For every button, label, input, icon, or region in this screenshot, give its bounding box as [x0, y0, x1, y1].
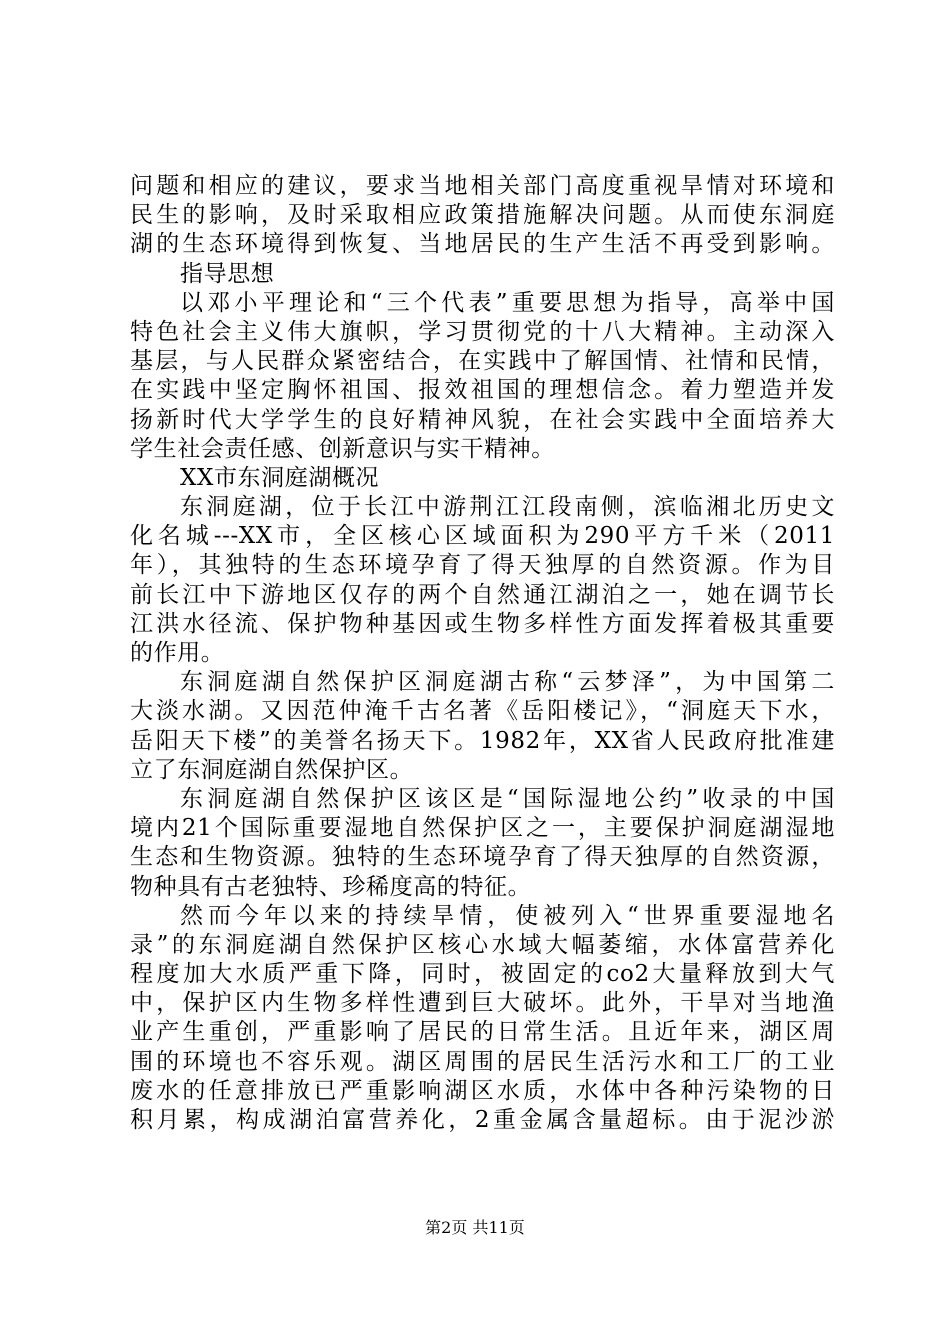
page-number-footer: 第2页 共11页 — [425, 1218, 525, 1237]
text-line: 积月累，构成湖泊富营养化，2重金属含量超标。由于泥沙淤 — [130, 1107, 835, 1133]
text-line: 学生社会责任感、创新意识与实干精神。 — [130, 435, 555, 462]
text-line: 录”的东洞庭湖自然保护区核心水域大幅萎缩，水体富营养化 — [130, 931, 835, 958]
text-line: 民生的影响，及时采取相应政策措施解决问题。从而使东洞庭 — [130, 202, 835, 229]
text-line: 业产生重创，严重影响了居民的日常生活。且近年来，湖区周 — [130, 1019, 835, 1046]
paragraph-first-line: 以邓小平理论和“三个代表”重要思想为指导，高举中国 — [180, 289, 835, 316]
text-line: 岳阳天下楼”的美誉名扬天下。1982年，XX省人民政府批准建 — [130, 727, 835, 754]
section-heading: 指导思想 — [180, 260, 275, 287]
text-line: 的作用。 — [130, 640, 225, 666]
text-line: 立了东洞庭湖自然保护区。 — [130, 756, 414, 783]
paragraph-first-line: 然而今年以来的持续旱情，使被列入“世界重要湿地名 — [180, 902, 835, 929]
text-line: 扬新时代大学学生的良好精神风貌，在社会实践中全面培养大 — [130, 406, 835, 433]
section-heading: XX市东洞庭湖概况 — [180, 464, 380, 491]
text-line: 湖的生态环境得到恢复、当地居民的生产生活不再受到影响。 — [130, 231, 835, 258]
paragraph-first-line: 东洞庭湖自然保护区洞庭湖古称“云梦泽”，为中国第二 — [180, 669, 835, 696]
text-line: 前长江中下游地区仅存的两个自然通江湖泊之一，她在调节长 — [130, 581, 835, 608]
text-line: 物种具有古老独特、珍稀度高的特征。 — [130, 873, 532, 900]
text-line: 年），其独特的生态环境孕育了得天独厚的自然资源。作为目 — [130, 552, 835, 579]
text-line: 大淡水湖。又因范仲淹千古名著《岳阳楼记》，“洞庭天下水， — [130, 698, 835, 725]
text-line: 程度加大水质严重下降，同时，被固定的co2大量释放到大气 — [130, 961, 835, 988]
text-line: 基层，与人民群众紧密结合，在实践中了解国情、社情和民情， — [130, 348, 835, 375]
text-line: 化名城---XX市，全区核心区域面积为290平方千米（2011 — [130, 523, 835, 550]
text-line: 江洪水径流、保护物种基因或生物多样性方面发挥着极其重要 — [130, 610, 835, 637]
text-line: 中，保护区内生物多样性遭到巨大破坏。此外，干旱对当地渔 — [130, 990, 835, 1017]
text-line: 问题和相应的建议，要求当地相关部门高度重视旱情对环境和 — [130, 173, 835, 199]
text-line: 在实践中坚定胸怀祖国、报效祖国的理想信念。着力塑造并发 — [130, 377, 835, 404]
text-line: 围的环境也不容乐观。湖区周围的居民生活污水和工厂的工业 — [130, 1048, 835, 1075]
paragraph-first-line: 东洞庭湖，位于长江中游荆江江段南侧，滨临湘北历史文 — [180, 494, 835, 521]
text-line: 特色社会主义伟大旗帜，学习贯彻党的十八大精神。主动深入 — [130, 318, 835, 345]
paragraph-first-line: 东洞庭湖自然保护区该区是“国际湿地公约”收录的中国 — [180, 785, 835, 812]
document-body — [130, 172, 835, 1135]
text-line: 废水的任意排放已严重影响湖区水质，水体中各种污染物的日 — [130, 1077, 835, 1104]
text-line: 生态和生物资源。独特的生态环境孕育了得天独厚的自然资源， — [130, 844, 835, 871]
text-line: 境内21个国际重要湿地自然保护区之一，主要保护洞庭湖湿地 — [130, 815, 835, 842]
